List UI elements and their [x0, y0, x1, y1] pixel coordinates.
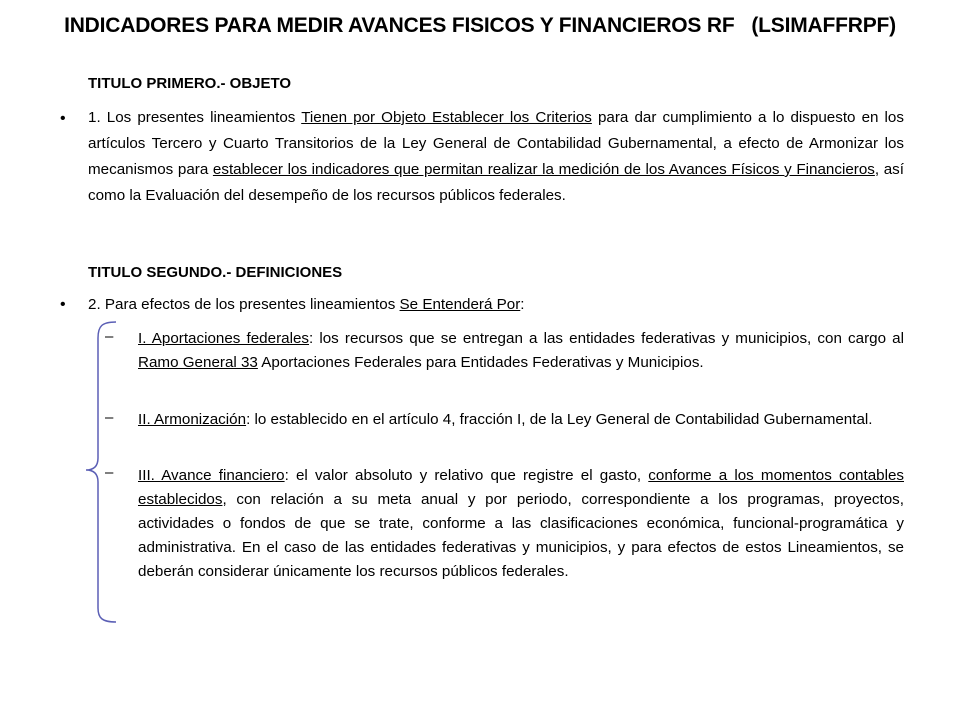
- text-run: para dar cumplimiento a lo dispuesto en los artículos Tercero y Cuarto Transitorios de la Ley General de Contabilidad Gubernamental, a efecto de Armonizar los mecanismos para: [88, 109, 904, 178]
- underlined-text: Se Entenderá Por: [399, 296, 521, 313]
- definition-item-aportaciones: [138, 327, 904, 375]
- text-run: : los recursos que se entregan a las entidades federativas y municipios, con cargo al: [309, 330, 904, 347]
- definition-item-armonizacion: [138, 408, 904, 432]
- text-run: :: [520, 296, 525, 313]
- text-run: : el valor absoluto y relativo que registre el gasto,: [284, 467, 649, 484]
- underlined-text: Tienen por Objeto Establecer los Criterios: [301, 109, 592, 126]
- dash-marker: –: [105, 328, 114, 345]
- slide-title: INDICADORES PARA MEDIR AVANCES FISICOS Y FINANCIEROS RF (LSIMAFFRPF): [64, 14, 896, 37]
- dash-marker: –: [105, 409, 114, 426]
- paragraph-objeto: [88, 105, 904, 209]
- text-run: , así como la Evaluación del desempeño de los recursos públicos federales.: [88, 161, 904, 204]
- underlined-text: establecer los indicadores que permitan realizar la medición de los Avances Físicos y Financieros: [212, 161, 875, 178]
- text-run: 1. Los presentes lineamientos: [88, 109, 302, 126]
- dash-marker: –: [105, 464, 114, 481]
- underlined-text: conforme a los momentos contables establecidos: [138, 467, 904, 508]
- bullet-point: •: [60, 296, 66, 313]
- underlined-text: II. Armonización: [138, 411, 247, 428]
- text-run: Aportaciones Federales para Entidades Federativas y Municipios.: [257, 354, 704, 371]
- section-heading-definiciones: TITULO SEGUNDO.- DEFINICIONES: [88, 264, 343, 281]
- paragraph-definiciones: [88, 292, 904, 318]
- text-run: , con relación a su meta anual y por periodo, correspondiente a los programas, proyectos, actividades o fondos de que se trate, conforme a las clasificaciones económica, funcional-programática y administrativa. En el caso de las entidades federativas y municipios, y para efectos de estos Lineamientos, se deberán considerar únicamente los recursos públicos federales.: [138, 491, 904, 580]
- curly-bracket-annotation: [84, 318, 124, 628]
- bullet-point: •: [60, 110, 66, 127]
- bracket-stroke: [86, 322, 116, 622]
- text-run: : lo establecido en el artículo 4, fracción I, de la Ley General de Contabilidad Gubernamental.: [246, 411, 873, 428]
- underlined-text: I. Aportaciones federales: [138, 330, 309, 347]
- section-heading-objeto: TITULO PRIMERO.- OBJETO: [88, 75, 292, 92]
- underlined-text: Ramo General 33: [138, 354, 258, 371]
- definition-item-avance-financiero: [138, 464, 904, 584]
- underlined-text: III. Avance financiero: [138, 467, 285, 484]
- text-run: 2. Para efectos de los presentes lineamientos: [88, 296, 400, 313]
